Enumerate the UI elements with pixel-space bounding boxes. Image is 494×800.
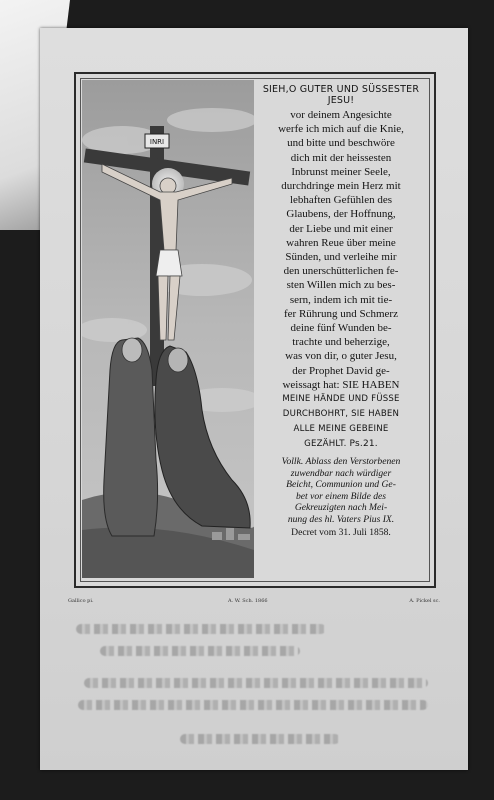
prayer-line: weissagt hat: SIE HABEN: [282, 378, 400, 391]
prayer-line: vor deinem Angesichte: [290, 109, 392, 121]
inri-text: INRI: [149, 138, 165, 146]
handwriting-stroke: [76, 624, 326, 634]
prayer-text-block: [258, 84, 424, 574]
caps-line: MEINE HÄNDE UND FÜSSE: [282, 394, 400, 405]
caps-line: GEZÄHLT.: [304, 439, 347, 450]
indulgence-line: bet vor einem Bilde des: [295, 490, 387, 502]
credit-publisher: A. W. Sch. 1866: [228, 598, 268, 604]
prayer-line: Inbrunst meiner Seele,: [291, 165, 391, 178]
caps-line: ALLE MEINE GEBEINE: [293, 424, 389, 435]
psalm-reference: Ps.21.: [349, 439, 378, 450]
indulgence-line: Vollk. Ablass den Verstorbenen: [281, 456, 401, 468]
prayer-line: sern, indem ich mit tie-: [289, 293, 393, 306]
credit-painter: Gallico pi.: [68, 598, 94, 604]
indulgence-line: Beicht, Communion und Ge-: [286, 479, 396, 491]
indulgence-note: [258, 456, 424, 526]
magdalene-face: [168, 348, 188, 372]
prayer-line: werfe ich mich auf die Knie,: [278, 123, 404, 136]
prayer-line: durchdringe mein Herz mit: [281, 180, 401, 193]
handwriting-stroke: [84, 678, 428, 688]
prayer-body: [258, 108, 424, 392]
indulgence-line: nung des hl. Vaters Pius IX.: [287, 514, 395, 526]
mary-figure: [104, 338, 158, 536]
credit-engraver: A. Pickel sc.: [409, 598, 440, 604]
engraving-frame: [74, 72, 436, 588]
prayer-line: fer Rührung und Schmerz: [284, 307, 398, 320]
mary-face: [122, 338, 142, 362]
handwriting-stroke: [180, 734, 340, 744]
prayer-line: Glaubens, der Hoffnung,: [286, 208, 396, 221]
prayer-line: den unerschütterlichen fe-: [283, 265, 399, 278]
engraver-credits: [68, 598, 440, 610]
handwriting-stroke: [100, 646, 300, 656]
prayer-line: Sünden, und verleihe mir: [285, 251, 397, 264]
handwriting-stroke: [78, 700, 428, 710]
prayer-card: [40, 28, 468, 770]
crucifixion-illustration: [82, 80, 254, 578]
prayer-line: wahren Reue über meine: [286, 236, 396, 249]
faded-handwriting: [70, 620, 440, 750]
prayer-line: trachte und beherzige,: [292, 336, 390, 349]
indulgence-line: Gekreuzigten nach Mei-: [294, 502, 388, 514]
prayer-line: der Prophet David ge-: [292, 364, 390, 377]
crucifixion-engraving: [82, 80, 254, 578]
prayer-line: lebhaften Gefühlen des: [289, 194, 392, 207]
prayer-line: was von dir, o guter Jesu,: [285, 350, 397, 363]
psalm-quotation: [258, 392, 424, 452]
prayer-line: deine fünf Wunden be-: [290, 322, 392, 335]
decree-date: Decret vom 31. Juli 1858.: [291, 526, 391, 538]
prayer-line: und bitte und beschwöre: [287, 137, 395, 150]
prayer-line: sten Willen mich zu bes-: [286, 279, 396, 292]
indulgence-line: zuwendbar nach würdiger: [290, 467, 392, 479]
prayer-line: der Liebe und mit einer: [289, 222, 393, 235]
caps-line: DURCHBOHRT, SIE HABEN: [282, 409, 400, 420]
prayer-line: dich mit der heissesten: [290, 151, 392, 164]
prayer-heading: SIEH,O GUTER UND SÜSSESTER JESU!: [262, 84, 420, 106]
